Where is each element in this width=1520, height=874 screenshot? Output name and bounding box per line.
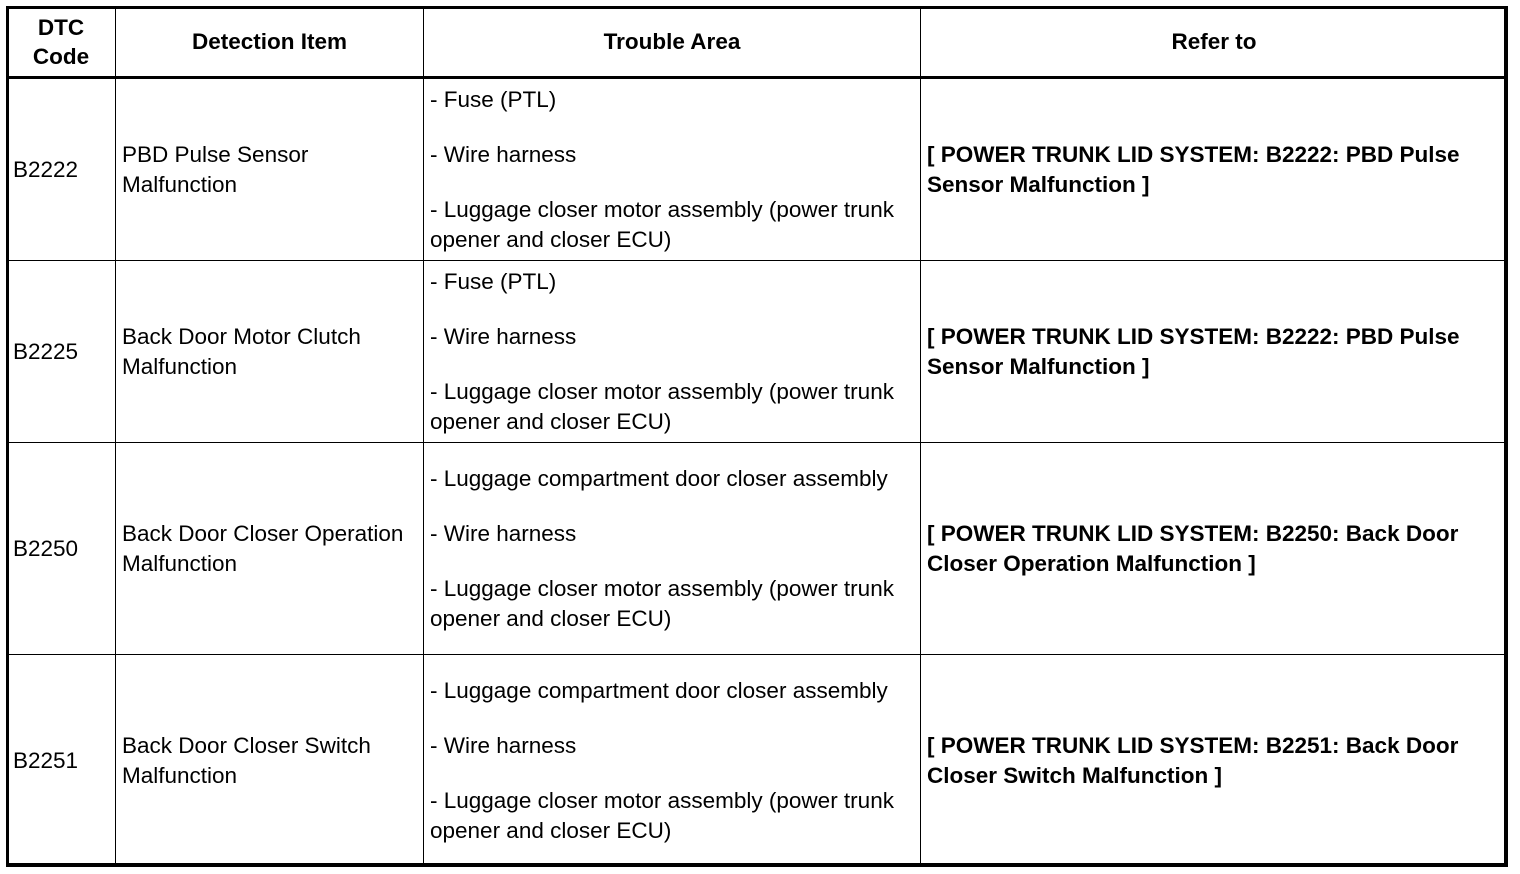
trouble-area-item: - Wire harness [430, 323, 577, 349]
trouble-area-item: - Wire harness [430, 141, 577, 167]
trouble-area-cell [424, 261, 921, 443]
detection-item-cell: Back Door Closer Operation Malfunction [116, 443, 424, 655]
header-row [7, 7, 1508, 78]
table-row [7, 78, 1508, 261]
refer-to-link[interactable]: [ POWER TRUNK LID SYSTEM: B2222: PBD Pulse Sensor Malfunction ] [921, 78, 1508, 261]
trouble-area-item: - Luggage closer motor assembly (power trunk opener and closer ECU) [430, 378, 894, 434]
trouble-area-item: - Wire harness [430, 520, 577, 546]
trouble-area-item: - Fuse (PTL) [430, 86, 557, 112]
trouble-area-cell [424, 655, 921, 867]
refer-to-link[interactable]: [ POWER TRUNK LID SYSTEM: B2222: PBD Pulse Sensor Malfunction ] [921, 261, 1508, 443]
trouble-area-item: - Wire harness [430, 732, 577, 758]
table-row [7, 655, 1508, 867]
trouble-area-item: - Luggage closer motor assembly (power trunk opener and closer ECU) [430, 575, 894, 631]
trouble-area-item: - Luggage closer motor assembly (power trunk opener and closer ECU) [430, 787, 894, 843]
detection-item-cell: Back Door Closer Switch Malfunction [116, 655, 424, 867]
refer-to-link[interactable]: [ POWER TRUNK LID SYSTEM: B2250: Back Door Closer Operation Malfunction ] [921, 443, 1508, 655]
dtc-table [6, 6, 1508, 867]
detection-item-cell: PBD Pulse Sensor Malfunction [116, 78, 424, 261]
trouble-area-item: - Luggage compartment door closer assembly [430, 465, 888, 491]
trouble-area-cell [424, 443, 921, 655]
dtc-code-cell: B2251 [7, 655, 116, 867]
dtc-code-cell: B2250 [7, 443, 116, 655]
trouble-area-item: - Fuse (PTL) [430, 268, 557, 294]
trouble-area-item: - Luggage closer motor assembly (power trunk opener and closer ECU) [430, 196, 894, 252]
refer-to-link[interactable]: [ POWER TRUNK LID SYSTEM: B2251: Back Door Closer Switch Malfunction ] [921, 655, 1508, 867]
trouble-area-item: - Luggage compartment door closer assembly [430, 677, 888, 703]
header-detection-item: Detection Item [116, 7, 424, 78]
dtc-code-cell: B2225 [7, 261, 116, 443]
header-dtc-code: DTC Code [7, 7, 116, 78]
trouble-area-cell [424, 78, 921, 261]
table-row [7, 261, 1508, 443]
detection-item-cell: Back Door Motor Clutch Malfunction [116, 261, 424, 443]
table-row [7, 443, 1508, 655]
header-refer-to: Refer to [921, 7, 1508, 78]
dtc-code-cell: B2222 [7, 78, 116, 261]
header-trouble-area: Trouble Area [424, 7, 921, 78]
